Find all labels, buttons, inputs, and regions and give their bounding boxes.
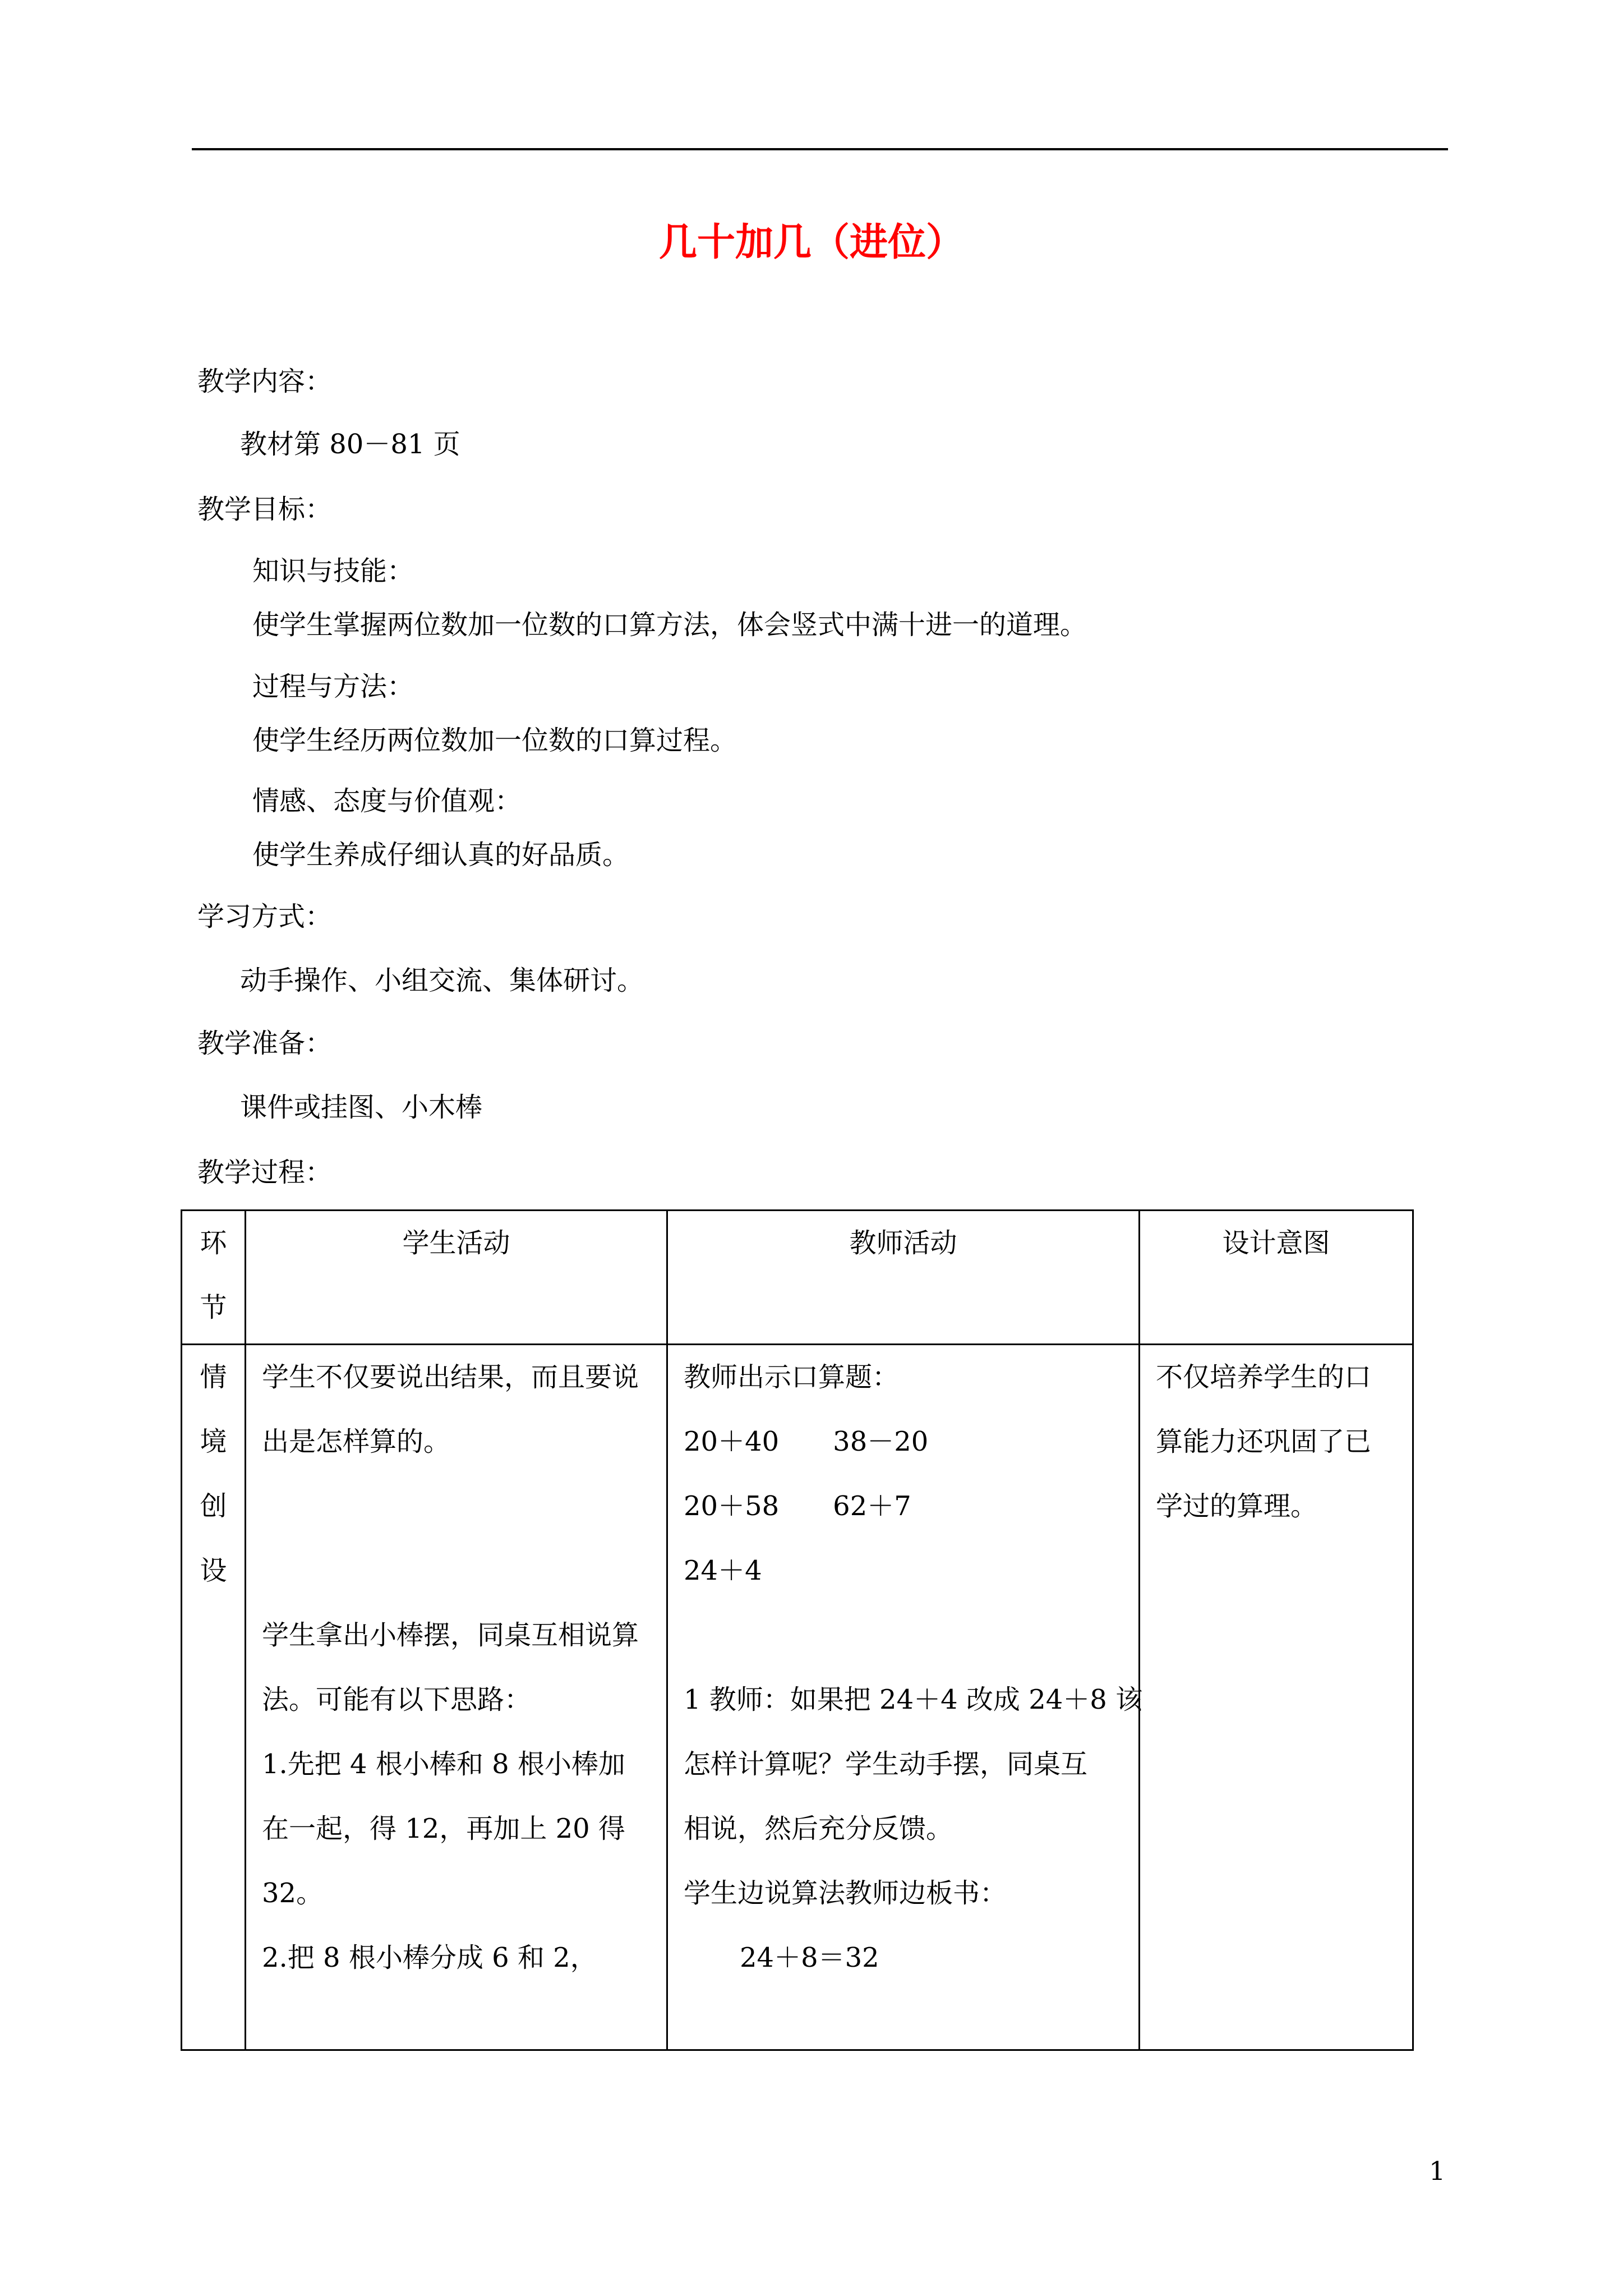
header-design-intent: 设计意图 bbox=[1140, 1211, 1413, 1345]
page-number: 1 bbox=[1429, 2156, 1446, 2186]
header-teacher-activity: 教师活动 bbox=[667, 1211, 1140, 1345]
teaching-process-heading: 教学过程： bbox=[197, 1157, 333, 1188]
process-method-text: 使学生经历两位数加一位数的口算过程。 bbox=[252, 725, 737, 756]
teaching-goals-heading: 教学目标： bbox=[197, 494, 333, 525]
header-stage: 环 节 bbox=[182, 1211, 246, 1345]
teaching-prep-text: 课件或挂图、小木棒 bbox=[240, 1092, 483, 1123]
table-row bbox=[182, 1345, 1413, 2050]
study-method-text: 动手操作、小组交流、集体研讨。 bbox=[240, 965, 644, 996]
teacher-activity-cell: 教师出示口算题： 20＋40 38－20 20＋58 62＋7 24＋4 1 教师：如果把 24＋4 改成 24＋8 该 怎样计算呢？学生动手摆，同桌互 相说，然后充分反馈。 学生边说算法教师边板书： 24＋8＝32 bbox=[667, 1345, 1140, 2050]
stage-cell: 情 境 创 设 bbox=[182, 1345, 246, 2050]
teaching-process-table bbox=[181, 1209, 1414, 2051]
teaching-content-text: 教材第 80－81 页 bbox=[240, 429, 460, 460]
process-method-heading: 过程与方法： bbox=[252, 671, 414, 702]
teaching-content-heading: 教学内容： bbox=[197, 366, 333, 397]
knowledge-skills-text: 使学生掌握两位数加一位数的口算方法，体会竖式中满十进一的道理。 bbox=[252, 609, 1087, 641]
teaching-prep-heading: 教学准备： bbox=[197, 1028, 333, 1059]
student-activity-cell: 学生不仅要说出结果，而且要说 出是怎样算的。 学生拿出小棒摆，同桌互相说算 法。可能有以下思路： 1.先把 4 根小棒和 8 根小棒加 在一起，得 12，再加上 20 得 32。 2.把 8 根小棒分成 6 和 2， bbox=[246, 1345, 667, 2050]
table-header-row bbox=[182, 1211, 1413, 1345]
knowledge-skills-heading: 知识与技能： bbox=[252, 555, 414, 587]
header-rule bbox=[192, 148, 1448, 150]
document-title: 几十加几（进位） bbox=[658, 220, 964, 265]
emotion-values-heading: 情感、态度与价值观： bbox=[252, 785, 522, 817]
study-method-heading: 学习方式： bbox=[197, 901, 333, 932]
design-intent-cell: 不仅培养学生的口 算能力还巩固了已 学过的算理。 bbox=[1140, 1345, 1413, 2050]
emotion-values-text: 使学生养成仔细认真的好品质。 bbox=[252, 839, 630, 871]
header-student-activity: 学生活动 bbox=[246, 1211, 667, 1345]
